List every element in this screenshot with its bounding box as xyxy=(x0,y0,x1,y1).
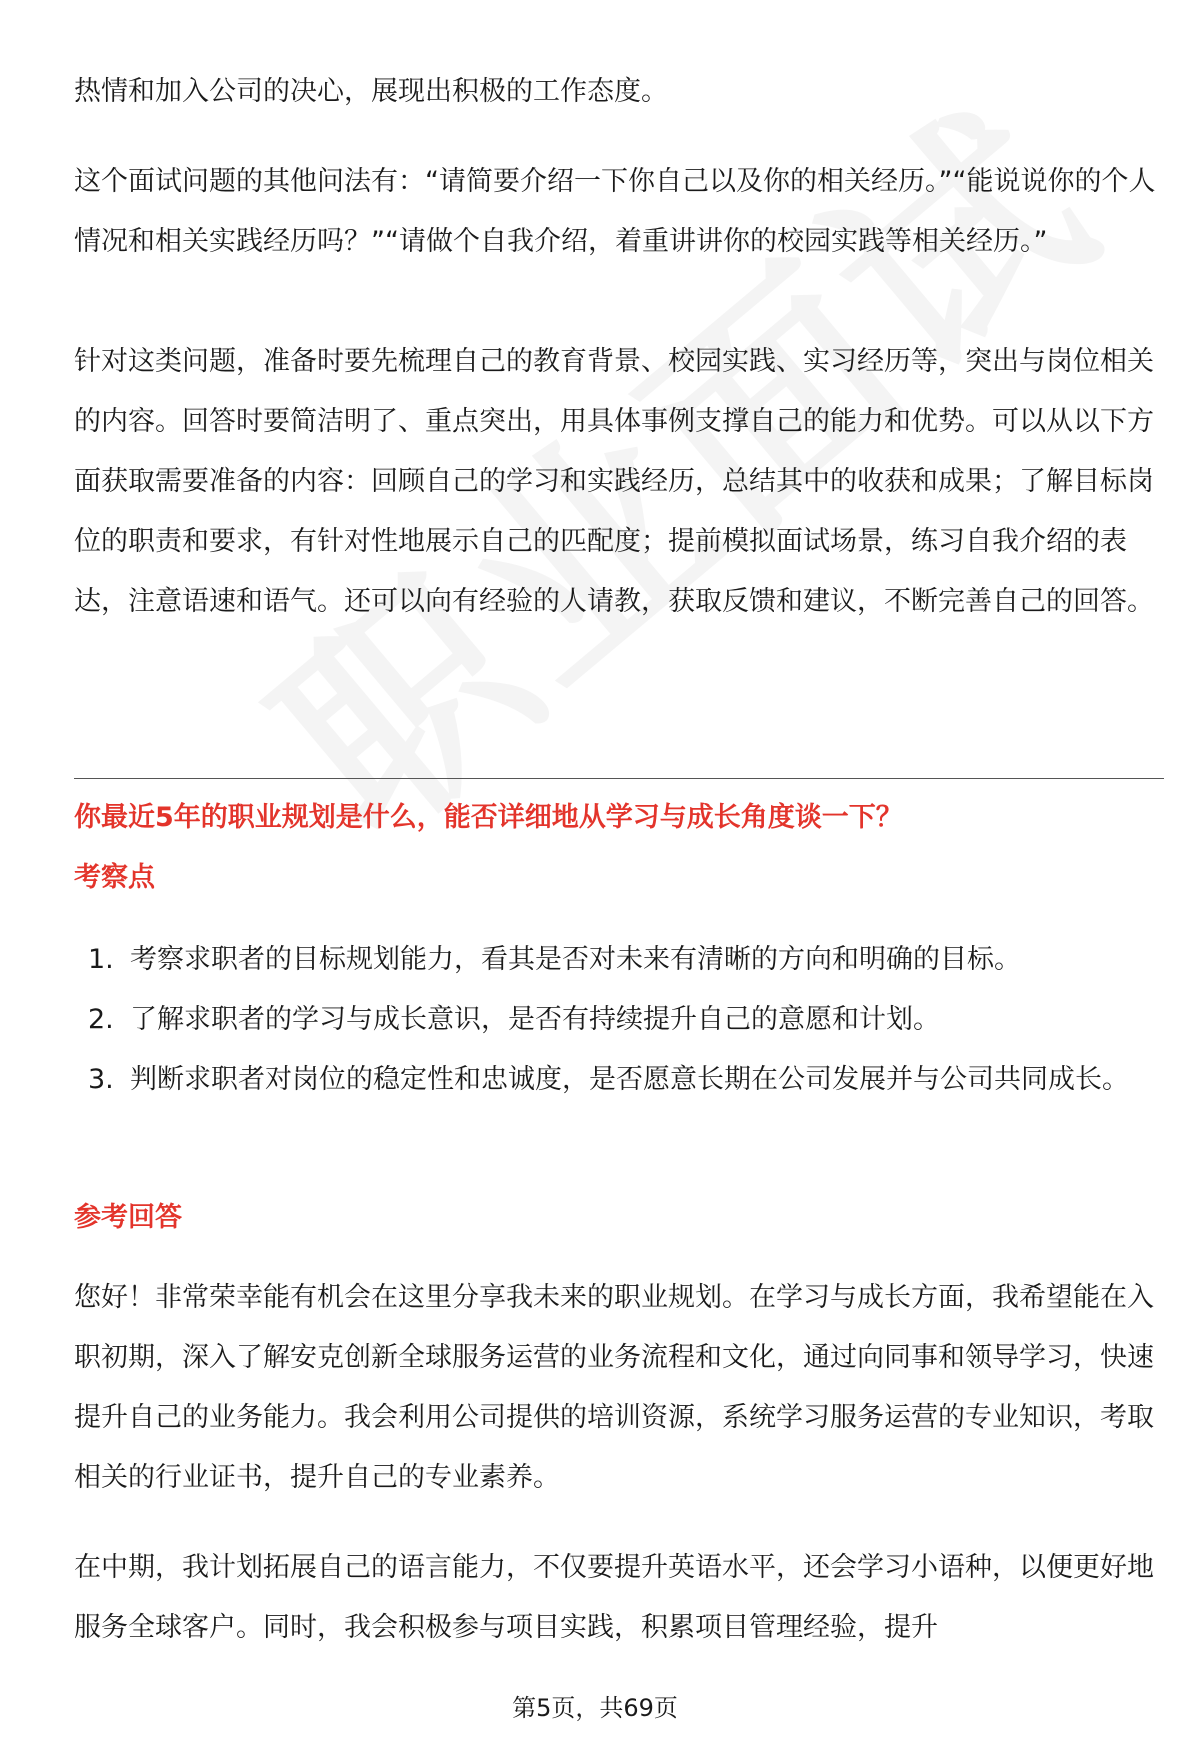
intro-paragraph-1: 热情和加入公司的决心，展现出积极的工作态度。 xyxy=(74,76,668,107)
section-divider xyxy=(74,778,1164,779)
list-item xyxy=(74,930,1164,990)
intro-paragraph-2: 这个面试问题的其他问法有：“请简要介绍一下你自己以及你的相关经历。”“能说说你的个人情况和相关实践经历吗？”“请做个自我介绍，着重讲讲你的校园实践等相关经历。” xyxy=(74,166,1156,257)
focus-heading: 考察点 xyxy=(74,862,155,893)
list-item-text: 考察求职者的目标规划能力，看其是否对未来有清晰的方向和明确的目标。 xyxy=(130,944,1021,975)
list-item-number: 2. xyxy=(88,1004,114,1035)
list-item-text: 了解求职者的学习与成长意识，是否有持续提升自己的意愿和计划。 xyxy=(130,1004,940,1035)
list-item xyxy=(74,990,1164,1050)
list-item-number: 1. xyxy=(88,944,114,975)
answer-paragraph-1: 您好！非常荣幸能有机会在这里分享我未来的职业规划。在学习与成长方面，我希望能在入职初期，深入了解安克创新全球服务运营的业务流程和文化，通过向同事和领导学习，快速提升自己的业务能力。我会利用公司提供的培训资源，系统学习服务运营的专业知识，考取相关的行业证书，提升自己的专业素养。 xyxy=(74,1282,1154,1493)
question-title: 你最近5年的职业规划是什么，能否详细地从学习与成长角度谈一下？ xyxy=(74,802,903,833)
focus-list xyxy=(74,930,1164,1110)
list-item-text: 判断求职者对岗位的稳定性和忠诚度，是否愿意长期在公司发展并与公司共同成长。 xyxy=(130,1064,1129,1095)
intro-paragraph-3: 针对这类问题，准备时要先梳理自己的教育背景、校园实践、实习经历等，突出与岗位相关的内容。回答时要简洁明了、重点突出，用具体事例支撑自己的能力和优势。可以从以下方面获取需要准备的内容：回顾自己的学习和实践经历，总结其中的收获和成果；了解目标岗位的职责和要求，有针对性地展示自己的匹配度；提前模拟面试场景，练习自我介绍的表达，注意语速和语气。还可以向有经验的人请教，获取反馈和建议，不断完善自己的回答。 xyxy=(74,346,1154,617)
page-number: 第5页，共69页 xyxy=(512,1694,678,1722)
list-item xyxy=(74,1050,1164,1110)
answer-heading: 参考回答 xyxy=(74,1202,182,1233)
list-item-number: 3. xyxy=(88,1064,114,1095)
answer-paragraph-2: 在中期，我计划拓展自己的语言能力，不仅要提升英语水平，还会学习小语种，以便更好地服务全球客户。同时，我会积极参与项目实践，积累项目管理经验，提升 xyxy=(74,1552,1154,1643)
